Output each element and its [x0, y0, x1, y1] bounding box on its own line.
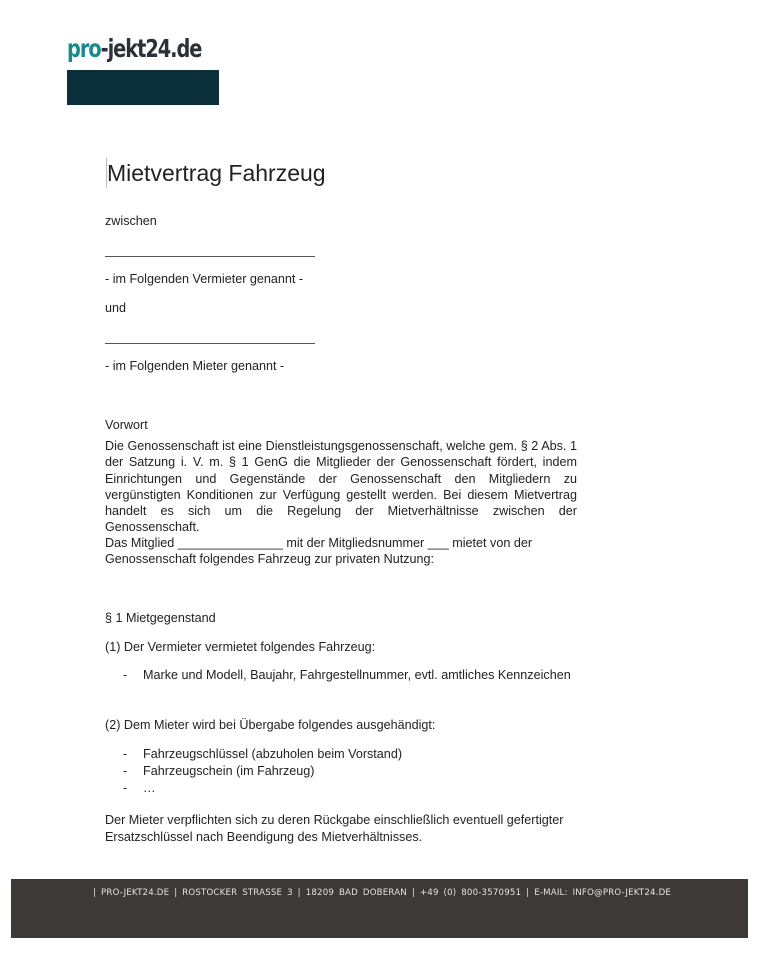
clause-2-item-text: …	[143, 781, 156, 795]
return-line-2: Ersatzschlüssel nach Beendigung des Mietverhältnisses.	[105, 830, 423, 844]
clause-2-item	[123, 763, 315, 780]
clause-2-item-text: Fahrzeugschlüssel (abzuholen beim Vorstand)	[143, 747, 403, 761]
clause-2-item	[123, 780, 156, 797]
clause-2: (2) Dem Mieter wird bei Übergabe folgendes ausgehändigt:	[105, 718, 436, 732]
landlord-signature-line	[105, 256, 315, 257]
bullet-dash: -	[123, 781, 128, 795]
logo-text-domain: -jekt24.de	[100, 34, 202, 63]
bullet-dash: -	[123, 668, 128, 682]
clause-2-item-text: Fahrzeugschein (im Fahrzeug)	[143, 764, 315, 778]
clause-1: (1) Der Vermieter vermietet folgendes Fahrzeug:	[105, 640, 376, 654]
clause-2-item	[123, 746, 402, 763]
footer-contact-text: | PRO-JEKT24.DE | ROSTOCKER STRASSE 3 | 18209 BAD DOBERAN | +49 (0) 800-3570951 | E-MAIL: INFO@PRO-JEKT24.DE	[93, 888, 672, 898]
tenant-signature-line	[105, 343, 315, 344]
clause-1-item	[123, 667, 571, 684]
section-1-heading: § 1 Mietgegenstand	[105, 611, 216, 625]
logo-bar	[67, 70, 219, 105]
logo-text-pro: pro	[67, 34, 101, 63]
tenant-label: - im Folgenden Mieter genannt -	[105, 359, 285, 373]
document-title: Mietvertrag Fahrzeug	[107, 160, 326, 186]
clause-1-item-text: Marke und Modell, Baujahr, Fahrgestellnummer, evtl. amtliches Kennzeichen	[143, 668, 571, 682]
member-line-2: Genossenschaft folgendes Fahrzeug zur privaten Nutzung:	[105, 552, 435, 566]
bullet-dash: -	[123, 764, 128, 778]
return-line-1: Der Mieter verpflichten sich zu deren Rückgabe einschließlich eventuell gefertigter	[105, 813, 564, 827]
and-text: und	[105, 301, 127, 315]
between-text: zwischen	[105, 214, 157, 228]
brand-logo	[67, 34, 201, 64]
preface-heading: Vorwort	[105, 418, 148, 432]
member-line-1: Das Mitglied _______________ mit der Mitgliedsnummer ___ mietet von der	[105, 536, 533, 550]
footer-bar	[11, 879, 748, 938]
preface-paragraph: Die Genossenschaft ist eine Dienstleistungsgenossenschaft, welche gem. § 2 Abs. 1 der Satzung i. V. m. § 1 GenG die Mitglieder der Genossenschaft fördert, indem Einrichtungen und Gegenstände der Genossenschaft den Mitgliedern zu vergünstigten Konditionen zur Verfügung gestellt werden. Bei diesem Mietvertrag handelt es sich um die Regelung der Mietverhältnisse zwischen der Genossenschaft.	[105, 439, 577, 535]
landlord-label: - im Folgenden Vermieter genannt -	[105, 272, 304, 286]
bullet-dash: -	[123, 747, 128, 761]
